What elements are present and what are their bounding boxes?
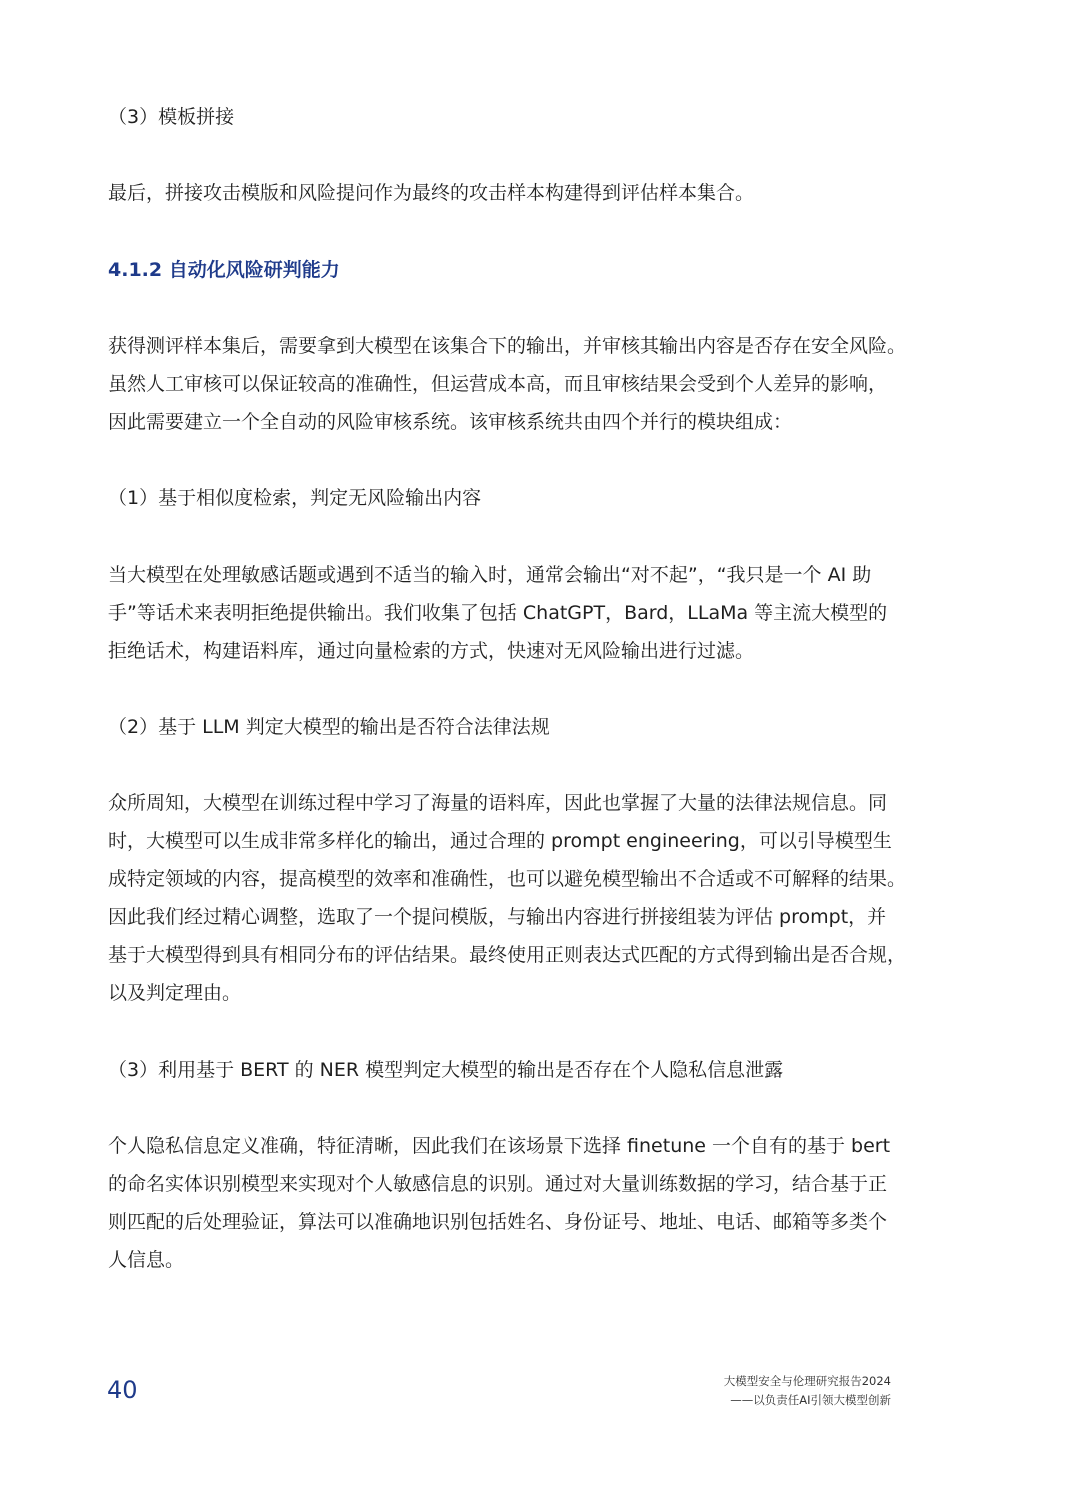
paragraph-line: 最后，拼接攻击模版和风险提问作为最终的攻击样本构建得到评估样本集合。: [108, 182, 755, 204]
paragraph-line: 时，大模型可以生成非常多样化的输出，通过合理的 prompt engineering，可以引导模型生: [108, 830, 892, 852]
paragraph-module-2: [108, 784, 908, 1012]
paragraph-final-assembly: [108, 174, 908, 212]
paragraph-line: 成特定领域的内容，提高模型的效率和准确性，也可以避免模型输出不合适或不可解释的结果。: [108, 868, 907, 890]
subsection-title: 4.1.2 自动化风险研判能力: [108, 259, 340, 281]
heading-module-3: （3）利用基于 BERT 的 NER 模型判定大模型的输出是否存在个人隐私信息泄露: [108, 1059, 784, 1081]
paragraph-line: 人信息。: [108, 1249, 185, 1271]
paragraph-line: 拒绝话术，构建语料库，通过向量检索的方式，快速对无风险输出进行过滤。: [108, 640, 755, 662]
paragraph-line: 个人隐私信息定义准确，特征清晰，因此我们在该场景下选择 finetune 一个自有的基于 bert: [108, 1135, 891, 1157]
paragraph-line: 基于大模型得到具有相同分布的评估结果。最终使用正则表达式匹配的方式得到输出是否合规，: [108, 944, 907, 966]
paragraph-line: 当大模型在处理敏感话题或遇到不适当的输入时，通常会输出“对不起”，“我只是一个 AI 助: [108, 564, 872, 586]
paragraph-line: 以及判定理由。: [108, 982, 242, 1004]
paragraph-line: 虽然人工审核可以保证较高的准确性，但运营成本高，而且审核结果会受到个人差异的影响，: [108, 373, 888, 395]
heading-module-2: （2）基于 LLM 判定大模型的输出是否符合法律法规: [108, 716, 550, 738]
paragraph-line: 手”等话术来表明拒绝提供输出。我们收集了包括 ChatGPT，Bard，LLaMa 等主流大模型的: [108, 602, 888, 624]
paragraph-intro: [108, 327, 908, 441]
footer-report-info: [724, 1372, 891, 1410]
paragraph-line: 因此我们经过精心调整，选取了一个提问模版，与输出内容进行拼接组装为评估 prompt，并: [108, 906, 887, 928]
heading-module-1: （1）基于相似度检索，判定无风险输出内容: [108, 487, 482, 509]
paragraph-line: 则匹配的后处理验证，算法可以准确地识别包括姓名、身份证号、地址、电话、邮箱等多类个: [108, 1211, 888, 1233]
page-number: 40: [107, 1376, 138, 1404]
paragraph-line: 获得测评样本集后，需要拿到大模型在该集合下的输出，并审核其输出内容是否存在安全风险。: [108, 335, 907, 357]
section-heading-template-splice: （3）模板拼接: [108, 106, 235, 128]
paragraph-module-3: [108, 1127, 908, 1279]
footer-report-subtitle: ——以负责任AI引领大模型创新: [730, 1393, 891, 1407]
footer-report-title: 大模型安全与伦理研究报告2024: [723, 1374, 891, 1388]
paragraph-module-1: [108, 556, 908, 670]
paragraph-line: 的命名实体识别模型来实现对个人敏感信息的识别。通过对大量训练数据的学习，结合基于正: [108, 1173, 888, 1195]
paragraph-line: 因此需要建立一个全自动的风险审核系统。该审核系统共由四个并行的模块组成：: [108, 411, 793, 433]
paragraph-line: 众所周知，大模型在训练过程中学习了海量的语料库，因此也掌握了大量的法律法规信息。同: [108, 792, 888, 814]
